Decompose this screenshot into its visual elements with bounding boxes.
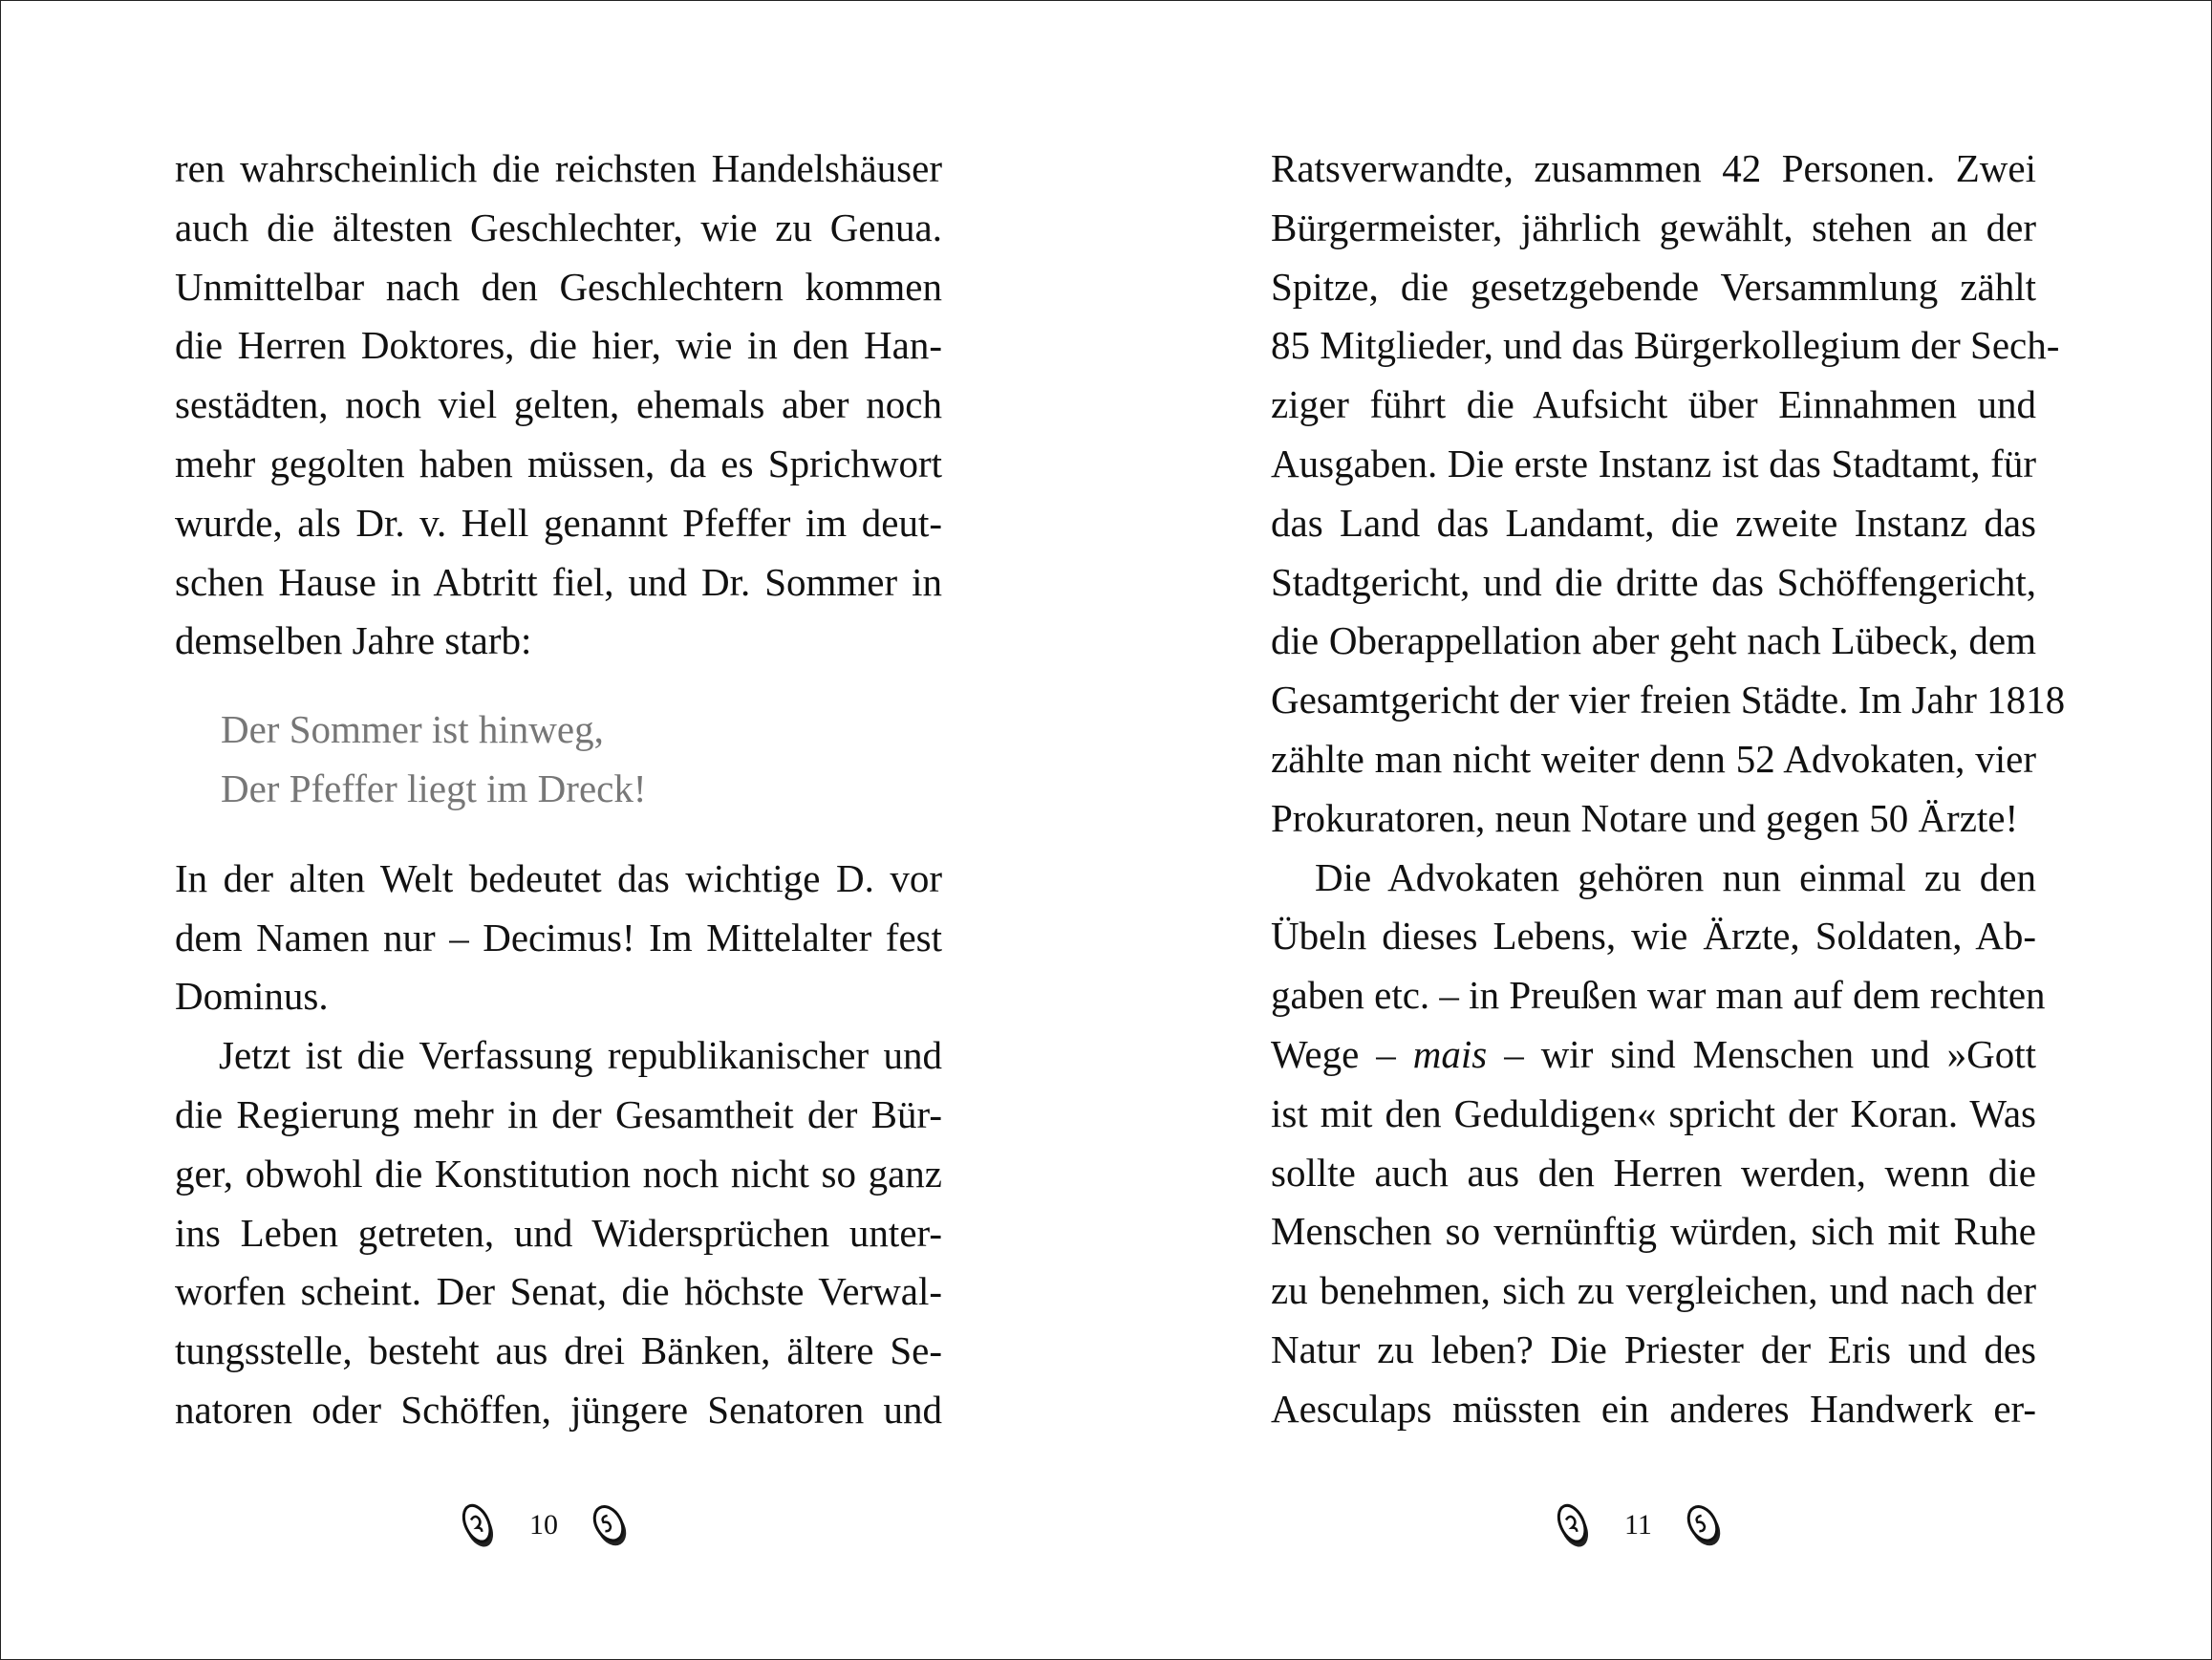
- text-line: ziger führt die Aufsicht über Einnahmen und: [1271, 382, 2036, 427]
- text-line: Ratsverwandte, zusammen 42 Personen. Zwei: [1271, 146, 2036, 190]
- text-line: das Land das Landamt, die zweite Instanz das: [1271, 500, 2036, 545]
- verse-line: Der Pfeffer liegt im Dreck!: [221, 765, 647, 810]
- text-line: Prokuratoren, neun Notare und gegen 50 Ärzte!: [1271, 795, 2019, 840]
- text-segment: – wir sind Menschen und »Gott: [1487, 1031, 2036, 1076]
- coin-icon: [1546, 1500, 1600, 1550]
- text-line: wurde, als Dr. v. Hell genannt Pfeffer im deut-: [175, 500, 942, 545]
- paragraph: [175, 1026, 942, 1440]
- text-line: Aesculaps müssten ein anderes Handwerk er-: [1271, 1386, 2036, 1431]
- coin-icon: [583, 1500, 636, 1550]
- text-segment: Wege –: [1271, 1031, 1413, 1076]
- text-line: 85 Mitglieder, und das Bürgerkollegium der Sech-: [1271, 323, 2060, 368]
- text-line: Bürgermeister, jährlich gewählt, stehen an der: [1271, 205, 2036, 249]
- text-line: worfen scheint. Der Senat, die höchste Verwal-: [175, 1269, 942, 1314]
- page-10-footer: [451, 1500, 636, 1550]
- text-line: Dominus.: [175, 974, 329, 1019]
- text-line: ger, obwohl die Konstitution noch nicht so ganz: [175, 1151, 942, 1196]
- text-line: Natur zu leben? Die Priester der Eris und des: [1271, 1326, 2036, 1371]
- text-line: Übeln dieses Lebens, wie Ärzte, Soldaten, Ab-: [1271, 914, 2036, 959]
- text-line: Jetzt ist die Verfassung republikanischer und: [219, 1033, 942, 1078]
- text-line: Spitze, die gesetzgebende Versammlung zählt: [1271, 264, 2036, 309]
- page-11-text: [1271, 140, 2066, 1439]
- page-11-footer: [1546, 1500, 1730, 1550]
- text-line: die Oberappellation aber geht nach Lübeck, dem: [1271, 618, 2036, 663]
- text-line: sollte auch aus den Herren werden, wenn die: [1271, 1150, 2036, 1195]
- text-line: die Herren Doktores, die hier, wie in den Han-: [175, 323, 942, 368]
- text-line: zählte man nicht weiter denn 52 Advokaten, vier: [1271, 736, 2036, 781]
- text-line: Die Advokaten gehören nun einmal zu den: [1315, 854, 2036, 899]
- page-10-text: [175, 140, 942, 1440]
- page-number: 10: [529, 1509, 558, 1541]
- coin-icon: [451, 1500, 505, 1550]
- text-line: gaben etc. – in Preußen war man auf dem rechten: [1271, 973, 2046, 1018]
- page-number: 11: [1624, 1509, 1652, 1541]
- text-line: die Regierung mehr in der Gesamtheit der Bür-: [175, 1091, 942, 1136]
- paragraph: [175, 850, 942, 1026]
- text-line: In der alten Welt bedeutet das wichtige D. vor: [175, 855, 942, 900]
- text-line: Ausgaben. Die erste Instanz ist das Stadtamt, für: [1271, 441, 2036, 485]
- text-line: ren wahrscheinlich die reichsten Handelshäuser: [175, 146, 942, 190]
- text-line: ins Leben getreten, und Widersprüchen unter-: [175, 1210, 942, 1255]
- text-line: tungsstelle, besteht aus drei Bänken, ältere Se-: [175, 1328, 942, 1373]
- text-line: zu benehmen, sich zu vergleichen, und nach der: [1271, 1268, 2036, 1313]
- text-line: natoren oder Schöffen, jüngere Senatoren und: [175, 1387, 942, 1432]
- text-line: schen Hause in Abtritt fiel, und Dr. Sommer in: [175, 559, 942, 604]
- text-line: dem Namen nur – Decimus! Im Mittelalter fest: [175, 915, 942, 959]
- text-line: [1271, 1025, 2036, 1085]
- text-line: Gesamtgericht der vier freien Städte. Im Jahr 1818: [1271, 678, 2066, 722]
- text-line: Menschen so vernünftig würden, sich mit Ruhe: [1271, 1209, 2036, 1254]
- text-line: mehr gegolten haben müssen, da es Sprichwort: [175, 441, 942, 485]
- text-line: Unmittelbar nach den Geschlechtern kommen: [175, 264, 942, 309]
- text-line: sestädten, noch viel gelten, ehemals aber noch: [175, 382, 942, 427]
- verse-line: Der Sommer ist hinweg,: [221, 707, 604, 752]
- paragraph: [1271, 849, 2046, 1439]
- text-line: ist mit den Geduldigen« spricht der Koran. Was: [1271, 1090, 2036, 1135]
- paragraph: [175, 140, 942, 671]
- verse-quote: [175, 701, 942, 819]
- text-line: demselben Jahre starb:: [175, 618, 532, 663]
- text-line: auch die ältesten Geschlechter, wie zu Genua.: [175, 205, 942, 249]
- coin-icon: [1677, 1500, 1730, 1550]
- text-line: Stadtgericht, und die dritte das Schöffengericht,: [1271, 559, 2036, 604]
- paragraph: [1271, 140, 2066, 849]
- italic-word: mais: [1412, 1031, 1488, 1076]
